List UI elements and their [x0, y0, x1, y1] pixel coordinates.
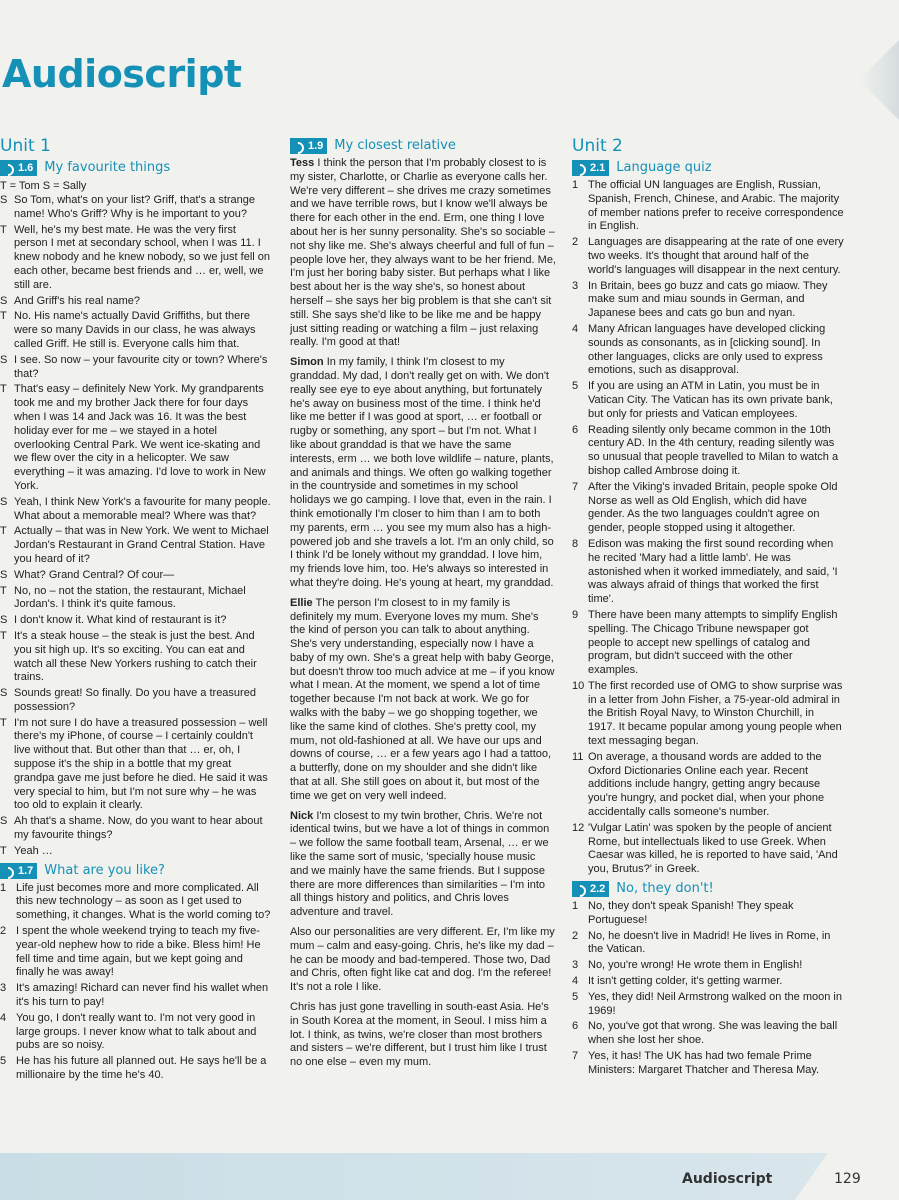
dialogue-line: [0, 630, 272, 685]
item-number: 5: [0, 1055, 7, 1068]
dialogue-text: No, no – not the station, the restaurant, Michael Jordan's. I think it's quite famous.: [14, 584, 246, 611]
item-number: 1: [572, 900, 579, 913]
item-text: The official UN languages are English, Russian, Spanish, French, Chinese, and Arabic. The majority of member nations prefer to receive correspondence in English.: [588, 179, 844, 233]
dialogue-text: Actually – that was in New York. We went to Michael Jordan's Restaurant in Grand Central Station. Have you heard of it?: [14, 525, 269, 565]
track-1-9-heading: [290, 137, 556, 155]
column-2: [290, 134, 556, 1076]
dialogue-text: Well, he's my best mate. He was the very first person I met at secondary school, when I was 11. I knew nobody and he knew nobody, so we just fell on each other, became best friends and … er, well, we still are.: [14, 223, 271, 291]
item-number: 5: [572, 990, 579, 1003]
item-text: He has his future all planned out. He says he'll be a millionaire by the time he's 40.: [16, 1055, 267, 1082]
item-text: Languages are disappearing at the rate of one every two weeks. It's thought that around half of the world's languages will disappear in the next century.: [588, 236, 844, 276]
dialogue-text: Yeah, I think New York's a favourite for many people. What about a memorable meal? Where was that?: [14, 495, 271, 522]
item-number: 2: [572, 929, 579, 942]
numbered-list: [572, 179, 844, 877]
item-number: 11: [572, 750, 584, 763]
item-number: 8: [572, 537, 579, 550]
corner-decoration: [859, 40, 899, 120]
list-item: [572, 959, 844, 973]
item-text: The first recorded use of OMG to show surprise was in a letter from John Fisher, a 75-year-old admiral in the British Royal Navy, to Winston Churchill, in 1917. It became popular among young people when text messaging began.: [588, 679, 843, 748]
monologue-paragraph: [290, 926, 556, 995]
list-item: [572, 991, 844, 1019]
dialogue: [0, 194, 272, 859]
track-title: My closest relative: [334, 138, 456, 153]
item-text: Edison was making the first sound recording when he recited 'Mary had a little lamb'. He was astonished when it worked immediately, and said, 'I was always afraid of things that worked the first time'.: [588, 537, 838, 606]
monologue-paragraph: [290, 1001, 556, 1070]
item-text: No, you've got that wrong. She was leaving the ball when she lost her shoe.: [588, 1020, 838, 1047]
item-text: Yes, they did! Neil Armstrong walked on the moon in 1969!: [588, 990, 842, 1017]
page-title: Audioscript: [2, 52, 242, 96]
speaker-initial: T: [0, 525, 7, 538]
dialogue-text: And Griff's his real name?: [14, 294, 141, 307]
speaker-initial: S: [0, 353, 8, 366]
track-title: No, they don't!: [616, 881, 714, 897]
item-text: If you are using an ATM in Latin, you must be in Vatican City. The Vatican has its own private bank, but only for priests and Vatican employees.: [588, 380, 833, 420]
speaker-key: T = Tom S = Sally: [0, 180, 87, 192]
audio-track-badge[interactable]: 1.7: [0, 863, 37, 879]
item-number: 12: [572, 821, 585, 834]
list-item: [0, 1055, 272, 1083]
list-item: [572, 1020, 844, 1048]
dialogue-line: [0, 569, 272, 583]
dialogue-line: [0, 687, 272, 715]
item-number: 6: [572, 423, 579, 436]
monologue-text: The person I'm closest to in my family is definitely my mum. Everyone loves my mum. She's the kind of person you can talk to about anything. She's very understanding, especially now I have a baby of my own. She's a great help with baby George, but doesn't throw too much advice at me – if you know what I mean. At the moment, we spend a lot of time together because I'm not back at work. We go for walks with the baby – we go shopping together, we like the same kind of clothes. She's pretty cool, my mum, not old-fashioned at all. We have our ups and downs of course, … er a few years ago I had a tattoo, a butterfly, done on my shoulder and she didn't like that at all. She still goes on about it, but most of the time we get on very well indeed.: [290, 596, 555, 802]
speaker-initial: T: [0, 629, 7, 642]
item-number: 6: [572, 1020, 579, 1033]
monologue-text: Chris has just gone travelling in south-east Asia. He's in South Korea at the moment, in Seoul. I miss him a lot. I think, as twins, we're closer than most brothers and sisters – we're different, but I trust him like I trust no one else – even my mum.: [290, 1001, 549, 1069]
item-text: Many African languages have developed clicking sounds as consonants, as in [clicking sound]. In other languages, clicks are only used to express emotions, such as disapproval.: [588, 322, 826, 377]
item-number: 1: [572, 179, 579, 191]
monologues: [290, 157, 556, 1070]
list-item: [572, 751, 844, 820]
audio-track-badge[interactable]: 2.1: [572, 160, 609, 176]
item-text: Yes, it has! The UK has had two female Prime Ministers: Margaret Thatcher and Theresa May.: [588, 1050, 820, 1076]
dialogue-text: Sounds great! So finally. Do you have a treasured possession?: [14, 687, 256, 713]
list-item: [572, 1050, 844, 1078]
speaker-initial: T: [0, 223, 7, 236]
item-number: 5: [572, 380, 579, 393]
monologue-paragraph: [290, 810, 556, 920]
numbered-list: [0, 882, 272, 1083]
dialogue-line: [0, 525, 272, 566]
speaker-name: Nick: [290, 809, 314, 822]
dialogue-text: I don't know it. What kind of restaurant is it?: [14, 614, 227, 627]
track-2-1-heading: [572, 159, 844, 177]
track-1-6-heading: [0, 159, 272, 177]
list-item: [0, 982, 272, 1010]
dialogue-text: That's easy – definitely New York. My grandparents took me and my brother Jack there for four days when I was 14 and Jack was 16. It was the best holiday ever for me – we stayed in a hotel overlooking Central Park. We went ice-skating and we flew over the city in a helicopter. We saw everything – it was amazing. I'd love to work in New York.: [14, 383, 266, 492]
item-number: 1: [0, 881, 7, 894]
monologue-text: I'm closest to my twin brother, Chris. We're not identical twins, but we have a lot of things in common – we follow the same football team, Arsenal, … er we like the same sort of music, 'specially house music and we mainly have the same friends. But I suppose there are more differences than similarities – I'm into all things history and politics, and Chris loves adventure and travel.: [290, 809, 550, 919]
list-item: [0, 882, 272, 923]
dialogue-text: So Tom, what's on your list? Griff, that's a strange name! Who's Griff? Why is he important to you?: [14, 194, 256, 220]
speaker-name: Simon: [290, 356, 324, 369]
item-text: There have been many attempts to simplify English spelling. The Chicago Tribune newspaper got people to accept new spellings of catalog and program, but didn't succeed with the other examples.: [588, 608, 838, 677]
dialogue-text: No. His name's actually David Griffiths, but there were so many Davids in our class, he was always called Griff. He still is. Everyone calls him that.: [14, 310, 256, 350]
item-text: It's amazing! Richard can never find his wallet when it's his turn to pay!: [16, 982, 269, 1009]
track-title: My favourite things: [44, 160, 171, 175]
speaker-initial: T: [0, 310, 7, 323]
dialogue-text: Yeah …: [14, 844, 53, 857]
speaker-initial: T: [0, 383, 7, 396]
item-text: On average, a thousand words are added to the Oxford Dictionaries Online each year. Recent additions include hangry, getting angry because you're hungry, and pocket dial, when your phone accidentally calls someone's number.: [588, 750, 825, 819]
page-number: 129: [834, 1171, 861, 1187]
dialogue-line: [0, 614, 272, 628]
speaker-initial: S: [0, 194, 8, 206]
item-number: 7: [572, 1050, 579, 1063]
track-title: Language quiz: [616, 160, 712, 175]
speaker-initial: S: [0, 614, 8, 627]
track-title: What are you like?: [44, 862, 165, 878]
dialogue-line: [0, 585, 272, 613]
track-1-7-heading: [0, 862, 272, 880]
list-item: [572, 280, 844, 321]
item-text: No, he doesn't live in Madrid! He lives in Rome, in the Vatican.: [588, 929, 831, 956]
dialogue-line: [0, 224, 272, 293]
dialogue-text: It's a steak house – the steak is just the best. And you sit high up. It's so exciting. You can eat and watch all these New Yorkers rushing to catch their trains.: [14, 629, 257, 684]
list-item: [572, 323, 844, 378]
dialogue-line: [0, 310, 272, 351]
monologue-text: Also our personalities are very different. Er, I'm like my mum – calm and easy-going. Chris, he's like my dad – he can be moody and bad-tempered. Those two, Dad and Chris, often fight like cat and dog. I'm the referee! It's not a role I like.: [290, 926, 555, 994]
item-number: 3: [572, 279, 579, 292]
speaker-initial: T: [0, 844, 7, 857]
list-item: [572, 236, 844, 277]
dialogue-line: [0, 815, 272, 843]
list-item: [0, 925, 272, 980]
monologue-text: In my family, I think I'm closest to my granddad. My dad, I don't really get on with. We don't really see eye to eye about anything, but fortunately he's away on business most of the time. I think he'd like me better if I was good at sport, … er football or rugby or something, any sport – but I'm not. What I like about granddad is that we have the same interests, erm … we both love wildlife – nature, plants, and animals and things. We often go walking together in the countryside and sometimes in my school holidays we go camping. I love that, even in the rain. I think emotionally I'm closer to him than I am to both my parents, erm … you see my mum also has a high-powered job and she travels a lot. I'm an only child, so I think I'd be lonely without my granddad. I love him, my friends love him, too. He's always so interested in what they're doing. He's young at heart, my granddad.: [290, 356, 554, 589]
item-text: No, they don't speak Spanish! They speak Portuguese!: [588, 900, 794, 926]
dialogue-line: [0, 383, 272, 493]
item-number: 9: [572, 608, 579, 621]
dialogue-line: [0, 194, 272, 222]
speaker-initial: S: [0, 687, 8, 700]
item-text: 'Vulgar Latin' was spoken by the people of ancient Rome, but intellectuals liked to use Greek. When Caesar was killed, he is reported to have said, 'And you, Brutus?' in Greek.: [588, 821, 838, 876]
dialogue-text: What? Grand Central? Of cour—: [14, 568, 175, 581]
monologue-paragraph: [290, 356, 556, 591]
sound-icon: [2, 162, 16, 174]
list-item: [572, 380, 844, 421]
item-text: It isn't getting colder, it's getting warmer.: [588, 975, 783, 988]
audio-track-badge[interactable]: 2.2: [572, 881, 609, 897]
dialogue-line: [0, 295, 272, 309]
speaker-name: Tess: [290, 157, 315, 169]
list-item: [572, 975, 844, 989]
list-item: [572, 609, 844, 678]
speaker-initial: S: [0, 495, 8, 508]
list-item: [572, 900, 844, 928]
dialogue-line: [0, 717, 272, 814]
dialogue-line: [0, 354, 272, 382]
list-item: [572, 930, 844, 958]
item-text: No, you're wrong! He wrote them in English!: [588, 959, 803, 972]
item-number: 4: [572, 975, 579, 988]
speaker-initial: T: [0, 584, 7, 597]
list-item: [572, 179, 844, 234]
sound-icon: [574, 162, 588, 174]
sound-icon: [292, 140, 306, 152]
monologue-paragraph: [290, 157, 556, 350]
item-text: After the Viking's invaded Britain, people spoke Old Norse as well as Old English, which did have gender. As the two languages couldn't agree on gender, people stopped using it altogether.: [588, 480, 838, 535]
item-text: I spent the whole weekend trying to teach my five-year-old nephew how to ride a bike. Bless him! He fell time and time again, but we kept going and finally he was away!: [16, 925, 261, 979]
item-text: You go, I don't really want to. I'm not very good in large groups. I never know what to talk about and pubs are so noisy.: [16, 1011, 257, 1052]
unit-2-heading: Unit 2: [572, 136, 623, 156]
item-number: 3: [572, 959, 579, 972]
speaker-initial: S: [0, 294, 8, 307]
column-1: [0, 134, 272, 1085]
item-number: 2: [0, 925, 7, 938]
item-text: Reading silently only became common in the 10th century AD. In the 4th century, reading silently was so unusual that people travelled to Milan to watch a bishop called Ambrose doing it.: [588, 423, 839, 477]
dialogue-line: [0, 496, 272, 524]
item-text: Life just becomes more and more complicated. All this new technology – as soon as I get used to something, it changes. What is the world coming to?: [16, 881, 271, 922]
column-3: [572, 134, 844, 1080]
item-number: 3: [0, 982, 7, 995]
list-item: [572, 481, 844, 536]
sound-icon: [574, 883, 588, 895]
unit-1-heading: Unit 1: [0, 136, 51, 156]
item-text: In Britain, bees go buzz and cats go miaow. They make sum and miau sounds in German, and Japanese bees and cats go bun and nyan.: [588, 279, 828, 320]
item-number: 2: [572, 236, 579, 249]
footer-label: Audioscript: [682, 1171, 773, 1187]
monologue-text: I think the person that I'm probably closest to is my sister, Charlotte, or Charlie as everyone calls her. We're very different – she drives me crazy sometimes and we have terrible rows, but I know we'll always be there for each other in the end. Erm, one thing I love about her is her sunny personality. She's so sociable – not shy like me. She's always cheerful and full of fun – people love her, they always want to be her friend. Me, I'm just her boring baby sister. But perhaps what I like best about her is the way she's, so honest about herself – she says her big problem is that she can't sit still. She says she'd like to be like me and be happy just sitting reading or watching a film – just relaxing really. I'm good at that!: [290, 157, 556, 349]
monologue-paragraph: [290, 597, 556, 804]
dialogue-text: I'm not sure I do have a treasured possession – well there's my iPhone, of course – I certainly couldn't live without that. But other than that … er, oh, I suppose it's the ship in a bottle that my great grandpa gave me just before he died. He said it was very special to him, but I'm not sure why – he was too old to explain it clearly.: [14, 716, 268, 812]
track-2-2-heading: [572, 880, 844, 898]
list-item: [572, 822, 844, 877]
item-number: 10: [572, 679, 585, 692]
list-item: [572, 424, 844, 479]
speaker-initial: S: [0, 568, 8, 581]
item-number: 4: [0, 1011, 7, 1024]
speaker-initial: S: [0, 815, 8, 828]
dialogue-text: Ah that's a shame. Now, do you want to hear about my favourite things?: [14, 815, 263, 842]
list-item: [0, 1012, 272, 1053]
item-number: 4: [572, 322, 579, 335]
list-item: [572, 538, 844, 607]
sound-icon: [2, 865, 16, 877]
audio-track-badge[interactable]: 1.9: [290, 138, 327, 154]
speaker-name: Ellie: [290, 596, 313, 609]
list-item: [572, 680, 844, 749]
dialogue-line: [0, 845, 272, 859]
audio-track-badge[interactable]: 1.6: [0, 160, 37, 176]
item-number: 7: [572, 480, 579, 493]
dialogue-text: I see. So now – your favourite city or town? Where's that?: [14, 353, 268, 380]
speaker-initial: T: [0, 716, 7, 729]
numbered-list: [572, 900, 844, 1078]
